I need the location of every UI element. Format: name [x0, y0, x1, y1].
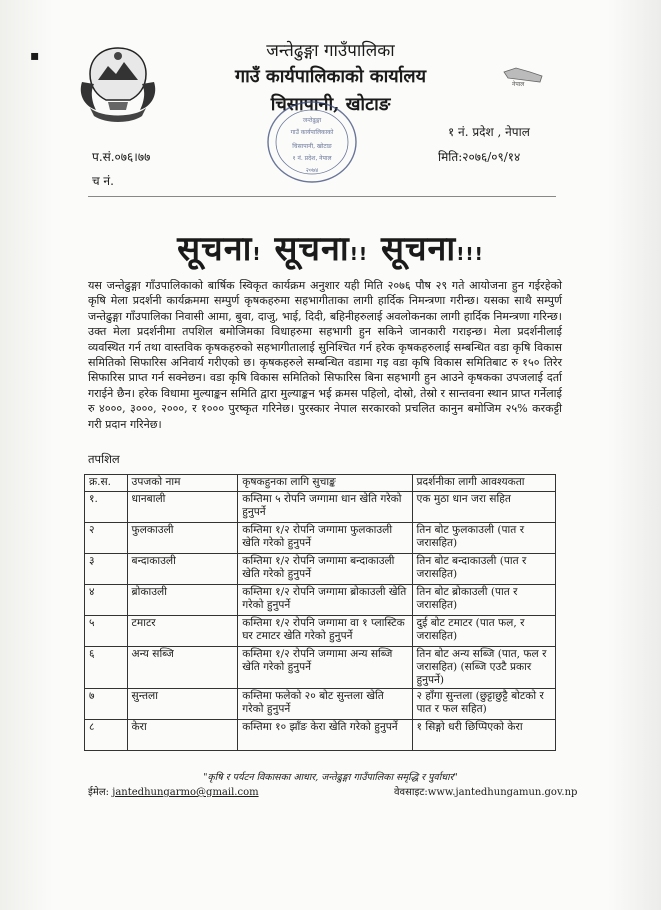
cell-crop: फुलकाउली: [127, 523, 238, 554]
cell-sn: २: [85, 523, 128, 554]
cell-sn: १.: [85, 492, 128, 523]
table-row: [85, 492, 556, 523]
logo-right-text: नेपाल: [512, 81, 525, 88]
cell-sn: ६: [85, 647, 128, 689]
reference-number: प.सं.०७६।७७: [92, 150, 151, 164]
cell-criteria: कम्तिमा १/२ रोपनि जग्गामा वा १ प्लास्टिक घर टमाटर खेति गरेको हुनुपर्ने: [238, 616, 412, 647]
cell-requirement: दुई बोट टमाटर (पात फल, र जरासहित): [412, 616, 555, 647]
header-divider: [88, 196, 556, 197]
email-link[interactable]: jantedhungarmo@gmail.com: [112, 787, 259, 798]
details-table: [84, 474, 556, 751]
col-header-crop: उपजको नाम: [127, 475, 238, 492]
cell-sn: ४: [85, 585, 128, 616]
website-label: वेवसाइट:: [394, 787, 428, 798]
cell-requirement: १ सिङ्गो धरी छिप्पिएको केरा: [412, 720, 555, 751]
cell-crop: अन्य सब्जि: [127, 647, 238, 689]
table-row: [85, 689, 556, 720]
org-name: जन्तेढुङ्गा गाउँपालिका: [266, 41, 395, 61]
stamp-line-4: १ नं. प्रदेश, नेपाल: [292, 155, 332, 162]
footer-slogan: "कृषि र पर्यटन विकासका आधार, जन्तेढुङ्गा गाउँपालिका समृद्धि र पुर्वाधार": [203, 772, 458, 783]
cell-requirement: २ हाँगा सुन्तला (छुट्टाछुट्टै बोटको र पात र फल सहित): [412, 689, 555, 720]
corner-mark: ▪: [30, 48, 40, 64]
date: मिति:२०७६/०९/१४: [438, 150, 521, 164]
stamp-line-1: जन्तेढुङ्गा: [302, 117, 322, 124]
email-label: ईमेल:: [88, 787, 110, 798]
dispatch-number: च नं.: [92, 174, 114, 188]
stamp-line-3: चिसापानी, खोटाङ: [292, 143, 332, 150]
cell-requirement: तिन बोट बन्दाकाउली (पात र जरासहित): [412, 554, 555, 585]
footer-email: [88, 784, 259, 798]
table-row: [85, 523, 556, 554]
cell-requirement: तिन बोट ब्रोकाउली (पात र जरासहित): [412, 585, 555, 616]
cell-requirement: एक मुठा धान जरा सहित: [412, 492, 555, 523]
cell-requirement: तिन बोट फुलकाउली (पात र जरासहित): [412, 523, 555, 554]
stamp-line-5: २०७४: [305, 167, 319, 174]
table-row: [85, 554, 556, 585]
cell-criteria: कम्तिमा ५ रोपनि जग्गामा धान खेति गरेको हुनुपर्ने: [238, 492, 412, 523]
title-mark-3: !!!: [456, 244, 484, 265]
cell-requirement: तिन बोट अन्य सब्जि (पात, फल र जरासहित) (सब्जि एउटै प्रकार हुनुपर्ने): [412, 647, 555, 689]
website-link[interactable]: www.jantedhungamun.gov.np: [427, 787, 578, 798]
col-header-requirement: प्रदर्शनीका लागी आवश्यकता: [412, 475, 555, 492]
cell-criteria: कम्तिमा १/२ रोपनि जग्गामा अन्य सब्जि खेति गरेको हुनुपर्ने: [238, 647, 412, 689]
footer-website: [394, 784, 577, 798]
title-word-1: सूचना: [177, 229, 253, 269]
cell-crop: सुन्तला: [127, 689, 238, 720]
table-row: [85, 647, 556, 689]
title-word-2: सूचना: [274, 229, 350, 269]
cell-crop: धानबाली: [127, 492, 238, 523]
cell-criteria: कम्तिमा १/२ रोपनि जग्गामा फुलकाउली खेति गरेको हुनुपर्ने: [238, 523, 412, 554]
table-header-row: [85, 475, 556, 492]
cell-criteria: कम्तिमा १/२ रोपनि जग्गामा बन्दाकाउली खेति गरेको हुनुपर्ने: [238, 554, 412, 585]
office-location: चिसापानी, खोटाङ: [270, 94, 391, 115]
stamp-line-2: गाउँ कार्यपालिकाको: [290, 129, 334, 136]
cell-sn: ५: [85, 616, 128, 647]
cell-sn: ३: [85, 554, 128, 585]
province: १ नं. प्रदेश , नेपाल: [448, 125, 530, 139]
cell-sn: ७: [85, 689, 128, 720]
title-word-3: सूचना: [380, 229, 457, 269]
cell-crop: केरा: [127, 720, 238, 751]
col-header-criteria: कृषकहुनका लागि सुचाङ्क: [238, 475, 412, 492]
cell-crop: ब्रोकाउली: [127, 585, 238, 616]
cell-sn: ८: [85, 720, 128, 751]
col-header-sn: क्र.स.: [85, 475, 128, 492]
notice-title: [0, 224, 661, 270]
cell-criteria: कम्तिमा १/२ रोपनि जग्गामा ब्रोकाउली खेति गरेको हुनुपर्ने: [238, 585, 412, 616]
details-label: तपशिल: [88, 452, 120, 466]
cell-crop: बन्दाकाउली: [127, 554, 238, 585]
notice-body: यस जन्तेढुङ्गा गाँउपालिकाको बार्षिक स्विकृत कार्यक्रम अनुशार यही मिति २०७६ पौष २९ गते आयोजना हुन गईरहेको कृषि मेला प्रदर्शनी कार्यक्रममा सम्पुर्ण कृषकहरुमा सहभागीताका लागी हार्दिक निमन्त्रणा गरीन्छ। यसका साथै सम्पुर्ण जन्तेढुङ्गा गाँउपालिका निवासी आमा, बुवा, दाजु, भाई, दिदी, बहिनीहरुलाई अवलोकनका लागी हार्दिक निमन्त्रणा गरिन्छ। उक्त मेला प्रदर्शनीमा तपशिल बमोजिमका विधाहरुमा सहभागी हुन सकिने जानकारी गराइन्छ। मेला प्रदर्शनीलाई व्यवस्थित गर्न तथा वास्तविक कृषकहरुको सहभागीतालाई सुनिश्चित गर्न हरेक कृषकहरुलाई सम्बन्धित वडा कृषि विकास समितिको सिफारिस अनिवार्य गरीएको छ। कृषकहरुले सम्बन्धित वडामा गइ वडा कृषि विकास समितिबाट रु १५० तिरेर सिफारिस प्राप्त गर्न सक्नेछन। वडा कृषि विकास समितिको सिफारिस बिना सहभागी हुन आउने कृषकका उपजलाई दर्ता गराईने छैन। हरेक विधामा मुल्याङ्कन समिति द्वारा मुल्याङ्कन भई क्रमस पहिलो, दोस्रो, तेस्रो र सान्तवना स्थान प्राप्त गर्नेलाई रु ४०००, ३०००, २०००, र १००० पुरष्कृत गरिनेछ। पुरस्कार नेपाल सरकारको प्रचलित कानुन बमोजिम २५% करकट्टी गरी प्रदान गरिनेछ।: [88, 279, 562, 431]
cell-criteria: कम्तिमा १० झाँङ केरा खेति गरेको हुनुपर्ने: [238, 720, 412, 751]
office-name: गाउँ कार्यपालिकाको कार्यालय: [234, 66, 427, 87]
cell-criteria: कम्तिमा फलेको २० बोट सुन्तला खेति गरेको हुनुपर्ने: [238, 689, 412, 720]
table-row: [85, 585, 556, 616]
office-stamp: [262, 96, 362, 188]
table-row: [85, 720, 556, 751]
title-mark-2: !!: [349, 244, 369, 265]
title-mark-1: !: [252, 244, 262, 265]
cell-crop: टमाटर: [127, 616, 238, 647]
table-row: [85, 616, 556, 647]
